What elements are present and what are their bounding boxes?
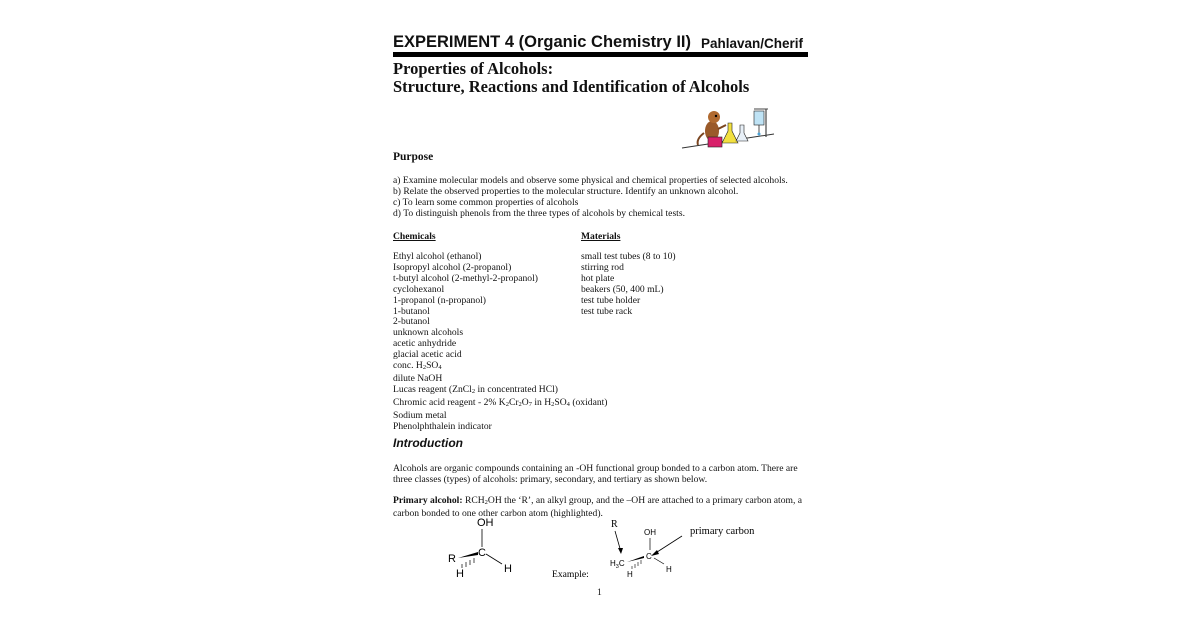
- material-item: hot plate: [581, 272, 615, 284]
- chemist-illustration-icon: [680, 103, 776, 151]
- chemicals-list: [393, 252, 608, 433]
- chemical-item: 2-butanol: [393, 316, 430, 328]
- authors: Pahlavan/Cherif: [701, 36, 804, 51]
- chemical-item: Phenolphthalein indicator: [393, 420, 492, 432]
- introduction-heading: Introduction: [393, 436, 463, 450]
- r-label: R: [448, 553, 456, 565]
- primary-alcohol-structures: [440, 512, 770, 582]
- chemical-item: Isopropyl alcohol (2-propanol): [393, 261, 512, 273]
- chemical-item: unknown alcohols: [393, 327, 464, 339]
- chemical-item: Sodium metal: [393, 409, 447, 421]
- chemical-item: t-butyl alcohol (2-methyl-2-propanol): [393, 272, 538, 284]
- material-item: stirring rod: [581, 261, 624, 273]
- chemical-item: glacial acetic acid: [393, 349, 462, 361]
- chemicals-heading: Chemicals: [393, 231, 436, 242]
- example-label: Example:: [552, 569, 589, 580]
- purpose-item: c) To learn some common properties of alcohols: [393, 196, 579, 208]
- chemical-item: 1-propanol (n-propanol): [393, 294, 486, 306]
- page-number: 1: [597, 587, 602, 598]
- purpose-item: a) Examine molecular models and observe some physical and chemical properties of selected alcohols.: [393, 175, 788, 186]
- oh-label-example: OH: [644, 528, 656, 537]
- intro-paragraph: Alcohols are organic compounds containing an -OH functional group bonded to a carbon atom. There are three classes (types) of alcohols: primary, secondary, and tertiary as shown below.: [393, 463, 798, 485]
- h3c-label: $H_3C$: [610, 559, 625, 570]
- doc-title-line1: Properties of Alcohols:: [393, 59, 554, 78]
- r-pointer-label: R: [611, 519, 618, 530]
- material-item: beakers (50, 400 mL): [581, 283, 664, 295]
- purpose-list: [393, 176, 788, 220]
- primary-carbon-label: primary carbon: [690, 526, 755, 537]
- chemical-item-chromic: Chromic acid reagent - 2% $K_2Cr_2O_7$ in $H_2SO_4$ (oxidant): [393, 396, 608, 408]
- material-item: test tube rack: [581, 305, 633, 317]
- oh-label: OH: [477, 517, 494, 529]
- materials-heading: Materials: [581, 231, 621, 242]
- h-label: H: [456, 568, 464, 580]
- purpose-heading: Purpose: [393, 151, 434, 163]
- header-rule-thick: [393, 54, 808, 57]
- carbon-label-example: C: [646, 552, 652, 561]
- doc-title-line2: Structure, Reactions and Identification of Alcohols: [393, 77, 750, 96]
- material-item: test tube holder: [581, 294, 641, 306]
- chemical-item: cyclohexanol: [393, 283, 445, 295]
- chemical-item: 1-butanol: [393, 305, 430, 317]
- chemical-item: dilute NaOH: [393, 372, 443, 384]
- chemical-item-lucas: Lucas reagent (ZnCl$_2$ in concentrated HCl): [393, 383, 558, 395]
- chemical-item: acetic anhydride: [393, 338, 457, 350]
- h-label-example: H: [627, 570, 633, 579]
- carbon-label: C: [478, 547, 486, 559]
- chemical-item-conc-h2so4: conc. $H_2SO_4$: [393, 360, 442, 372]
- purpose-item: d) To distinguish phenols from the three types of alcohols by chemical tests.: [393, 207, 685, 219]
- h-label: H: [504, 563, 512, 575]
- materials-list: [581, 252, 676, 317]
- purpose-item: b) Relate the observed properties to the molecular structure. Identify an unknown alcohol.: [393, 185, 739, 197]
- h-label-example: H: [666, 565, 672, 574]
- experiment-title: EXPERIMENT 4 (Organic Chemistry II): [393, 33, 691, 51]
- primary-alcohol-paragraph: Primary alcohol: $RCH_2OH$ the ‘R’, an alkyl group, and the –OH are attached to a primary carbon atom, a carbon bonded to one other carbon atom (highlighted).: [393, 495, 803, 519]
- chemical-item: Ethyl alcohol (ethanol): [393, 251, 482, 262]
- material-item: small test tubes (8 to 10): [581, 251, 676, 262]
